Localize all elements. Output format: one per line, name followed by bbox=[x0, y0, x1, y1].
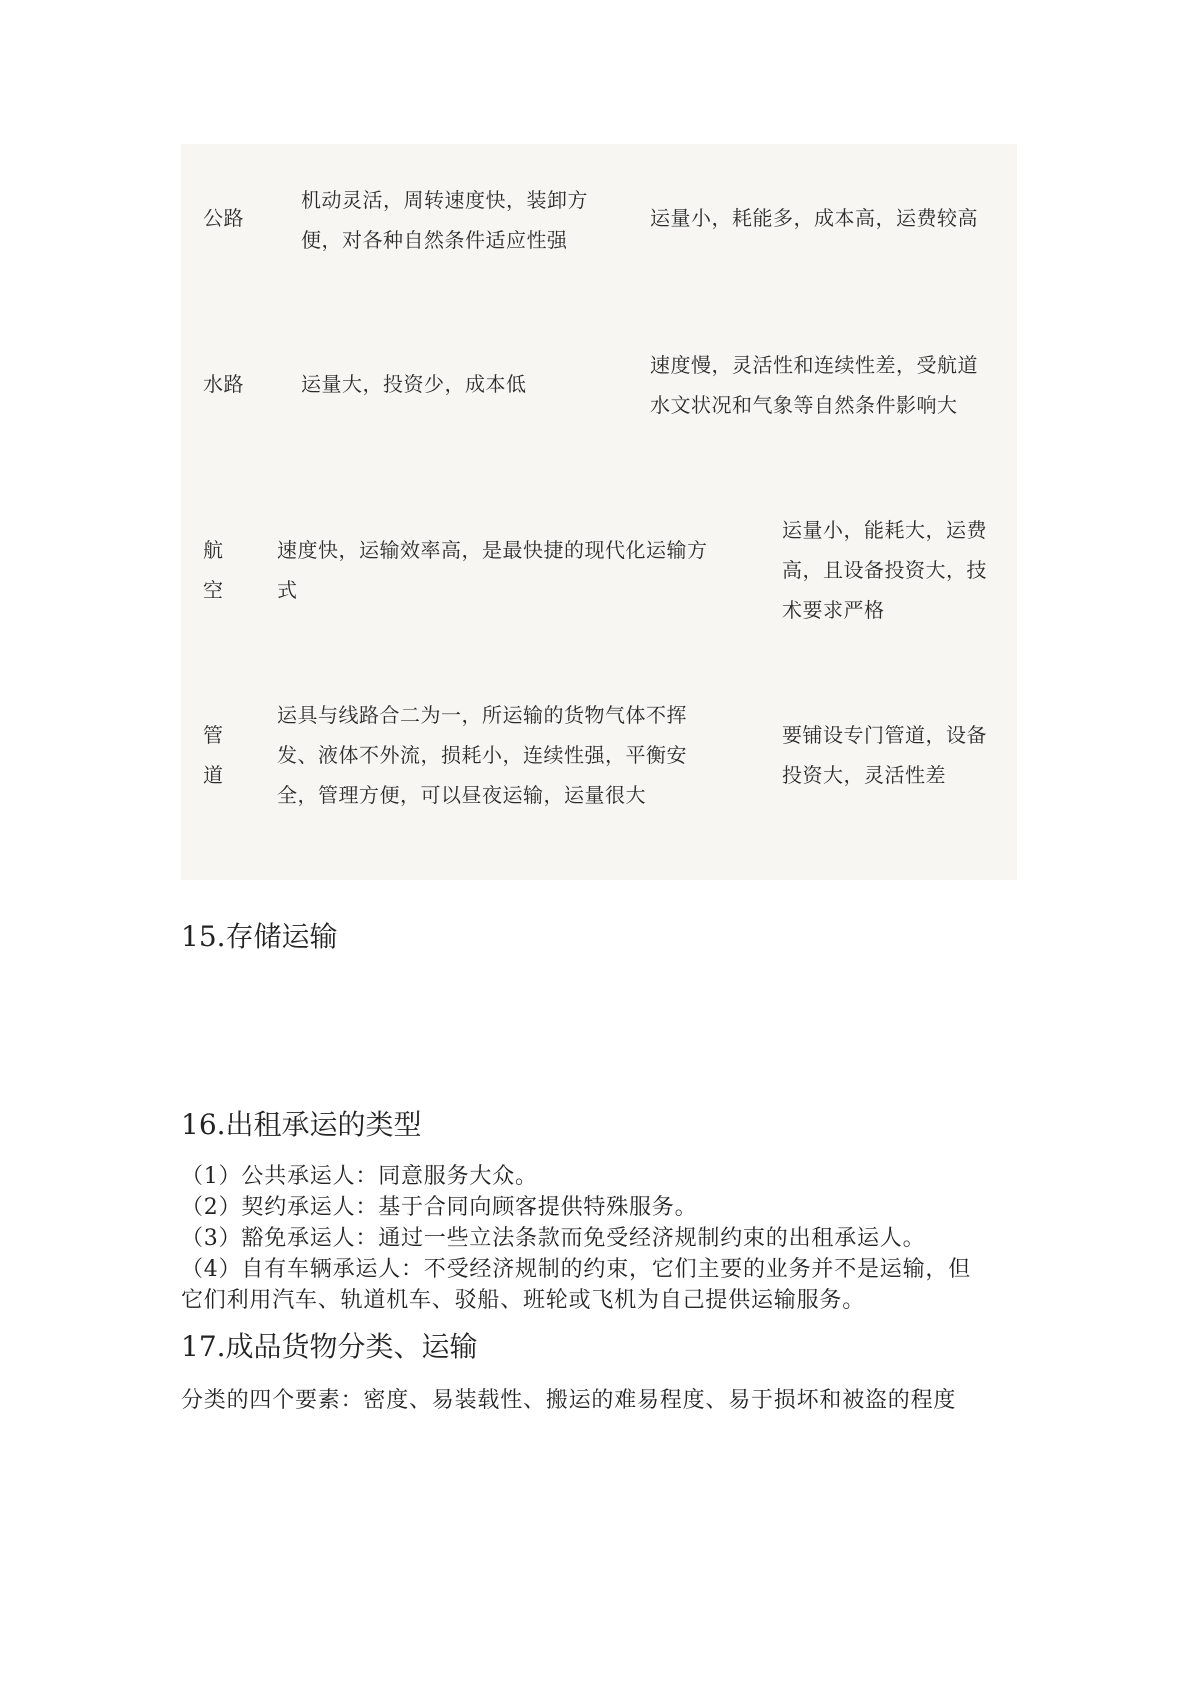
cell-line: 水文状况和气象等自然条件影响大 bbox=[650, 393, 958, 417]
cell-line: 水路 bbox=[203, 372, 244, 396]
table-cell-mode-highway bbox=[203, 198, 244, 238]
table-cell-mode-pipeline bbox=[203, 715, 224, 795]
cell-line: 投资大，灵活性差 bbox=[782, 763, 946, 787]
section-16-heading: 16.出租承运的类型 bbox=[181, 1108, 422, 1141]
section-17-heading: 17.成品货物分类、运输 bbox=[181, 1330, 478, 1363]
table-cell-advantages-waterway bbox=[301, 364, 527, 404]
carrier-type-item-continued: 它们利用汽车、轨道机车、驳船、班轮或飞机为自己提供运输服务。 bbox=[181, 1288, 866, 1313]
cell-line: 公路 bbox=[203, 206, 244, 230]
cell-line: 管 bbox=[203, 723, 224, 747]
transport-comparison-table bbox=[181, 144, 1017, 880]
table-cell-disadvantages-highway bbox=[650, 198, 978, 238]
cell-line: 空 bbox=[203, 578, 224, 602]
cell-line: 便，对各种自然条件适应性强 bbox=[301, 228, 568, 252]
cell-line: 速度慢，灵活性和连续性差，受航道 bbox=[650, 353, 978, 377]
section-15-heading: 15.存储运输 bbox=[181, 920, 338, 953]
cell-line: 要铺设专门管道，设备 bbox=[782, 723, 987, 747]
carrier-type-item: （2）契约承运人：基于合同向顾客提供特殊服务。 bbox=[181, 1195, 698, 1220]
cell-line: 运具与线路合二为一，所运输的货物气体不挥 bbox=[277, 703, 687, 727]
carrier-type-item: （3）豁免承运人：通过一些立法条款而免受经济规制约束的出租承运人。 bbox=[181, 1226, 926, 1251]
cell-line: 航 bbox=[203, 538, 224, 562]
cell-line: 运量大，投资少，成本低 bbox=[301, 372, 527, 396]
carrier-type-item: （4）自有车辆承运人：不受经济规制的约束，它们主要的业务并不是运输，但 bbox=[181, 1257, 971, 1282]
table-cell-disadvantages-pipeline bbox=[782, 715, 987, 795]
table-cell-advantages-pipeline bbox=[277, 695, 687, 815]
carrier-type-item: （1）公共承运人：同意服务大众。 bbox=[181, 1164, 538, 1189]
classification-factors-text: 分类的四个要素：密度、易装载性、搬运的难易程度、易于损坏和被盗的程度 bbox=[181, 1388, 957, 1413]
cell-line: 速度快，运输效率高，是最快捷的现代化运输方 bbox=[277, 538, 708, 562]
table-cell-mode-aviation bbox=[203, 530, 224, 610]
cell-line: 机动灵活，周转速度快，装卸方 bbox=[301, 188, 588, 212]
table-cell-disadvantages-waterway bbox=[650, 345, 978, 425]
cell-line: 发、液体不外流，损耗小，连续性强，平衡安 bbox=[277, 743, 687, 767]
table-cell-mode-waterway bbox=[203, 364, 244, 404]
cell-line: 式 bbox=[277, 578, 298, 602]
cell-line: 运量小，耗能多，成本高，运费较高 bbox=[650, 206, 978, 230]
cell-line: 运量小，能耗大，运费 bbox=[782, 518, 987, 542]
table-cell-advantages-highway bbox=[301, 180, 588, 260]
cell-line: 高，且设备投资大，技 bbox=[782, 558, 987, 582]
cell-line: 术要求严格 bbox=[782, 598, 885, 622]
cell-line: 道 bbox=[203, 763, 224, 787]
table-cell-disadvantages-aviation bbox=[782, 510, 987, 630]
cell-line: 全，管理方便，可以昼夜运输，运量很大 bbox=[277, 783, 646, 807]
table-cell-advantages-aviation bbox=[277, 530, 708, 610]
